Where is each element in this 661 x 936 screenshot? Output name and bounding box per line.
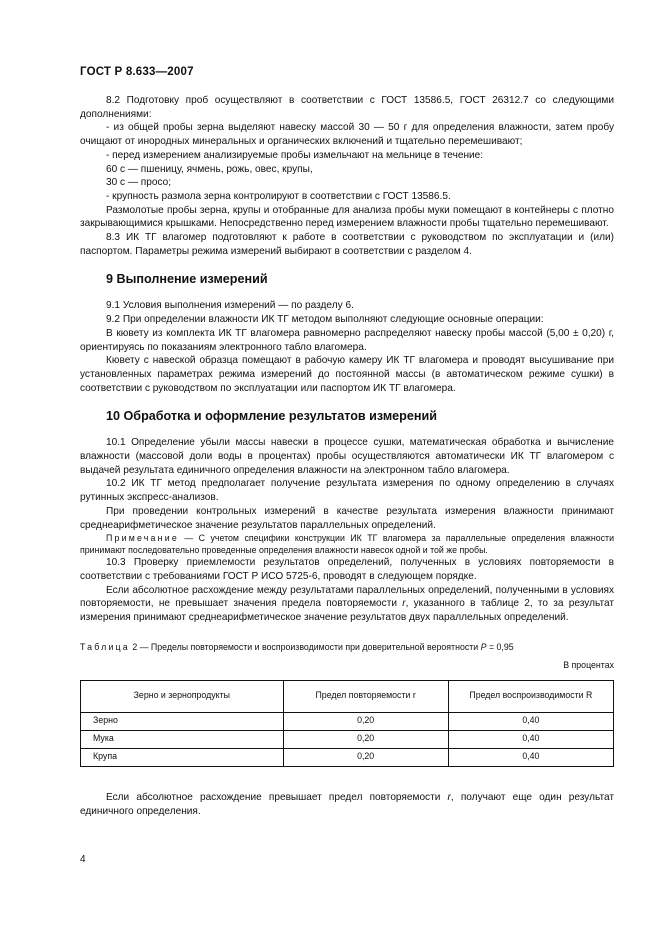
list-item: 60 с — пшеницу, ячмень, рожь, овес, крупы, — [106, 163, 313, 175]
final-paragraph: Если абсолютное расхождение превышает предел повторяемости r, получают еще один результат единичного определения. — [80, 791, 614, 817]
table-cell: 0,40 — [448, 712, 613, 730]
table-cell: 0,20 — [283, 748, 448, 766]
paragraph: Размолотые пробы зерна, крупы и отобранные для анализа пробы муки помещают в контейнеры с плотно закрывающимися крышками. Непосредственно перед измерением влажности пробы тщательно перемешивают. — [80, 204, 614, 230]
table-cell: Крупа — [81, 748, 284, 766]
paragraph-10-1: 10.1 Определение убыли массы навески в процессе сушки, математическая обработка и вычисление влажности (массовой доли воды в процентах) пробы осуществляются автоматически ИК ТГ влагомером с выдачей результата единичного определения влажности на электронном табло влагомера. — [80, 437, 614, 476]
table-row — [81, 712, 614, 730]
paragraph-9-1: 9.1 Условия выполнения измерений — по разделу 6. — [106, 300, 354, 312]
paragraph: Кювету с навеской образца помещают в рабочую камеру ИК ТГ влагомера и проводят высушивание при установленных параметрах режима измерений до постоянной массы (в автоматическом режиме сушки) в соответствии с руководством по эксплуатации или паспортом ИК ТГ влагомера. — [80, 355, 614, 394]
paragraph-10-2: 10.2 ИК ТГ метод предполагает получение результата измерения по одному определению в случаях рутинных экспресс-анализов. — [80, 478, 614, 504]
column-header: Предел воспроизводимости R — [448, 680, 613, 712]
table-cell: Мука — [81, 730, 284, 748]
table-header-row — [81, 680, 614, 712]
paragraph: При проведении контрольных измерений в качестве результата измерения влажности принимают среднеарифметическое значение результатов параллельных определений. — [80, 505, 614, 531]
table-cell: 0,20 — [283, 730, 448, 748]
section-10-heading: 10 Обработка и оформление результатов измерений — [106, 409, 437, 424]
page-number: 4 — [80, 854, 86, 865]
table-cell: Зерно — [81, 712, 284, 730]
table-row — [81, 730, 614, 748]
table-caption: Таблица 2 — Пределы повторяемости и воспроизводимости при доверительной вероятности P = 0,95 — [80, 641, 514, 652]
paragraph-9-2: 9.2 При определении влажности ИК ТГ методом выполняют следующие основные операции: — [106, 314, 544, 326]
list-item: - из общей пробы зерна выделяют навеску массой 30 — 50 г для определения влажности, затем пробу очищают от инородных минеральных и органических включений и тщательно перемешивают; — [80, 122, 614, 148]
table-cell: 0,40 — [448, 730, 613, 748]
list-item: - крупность размола зерна контролируют в соответствии с ГОСТ 13586.5. — [106, 190, 451, 202]
table-unit: В процентах — [563, 659, 614, 670]
note — [80, 532, 614, 556]
list-item: 30 с — просо; — [106, 177, 172, 189]
page-header: ГОСТ Р 8.633—2007 — [80, 66, 194, 78]
paragraph-8-3: 8.3 ИК ТГ влагомер подготовляют к работе в соответствии с руководством по эксплуатации и (или) паспортом. Параметры режима измерений выбирают в соответствии с разделом 4. — [80, 232, 614, 257]
list-item: - перед измерением анализируемые пробы измельчают на мельнице в течение: — [106, 149, 484, 161]
column-header: Зерно и зернопродукты — [81, 680, 284, 712]
table-row — [81, 748, 614, 766]
paragraph: Если абсолютное расхождение между результатами параллельных определений, полученными в условиях повторяемости, не превышает значения предела повторяемости r, указанного в таблице 2, то за результат измерения принимают среднеарифметическое значение результатов двух параллельных определений. — [80, 584, 614, 624]
section-9-heading: 9 Выполнение измерений — [106, 272, 268, 287]
limits-table — [80, 680, 614, 767]
table-cell: 0,20 — [283, 712, 448, 730]
note-text: — С учетом специфики конструкции ИК ТГ влагомера за параллельные определения влажности принимают последовательно проведенные определения влажности навесок одной и той же пробы. — [80, 533, 614, 556]
page-content — [80, 94, 614, 818]
column-header: Предел повторяемости r — [283, 680, 448, 712]
note-label: Примечание — [106, 533, 179, 544]
paragraph-10-3: 10.3 Проверку приемлемости результатов определений, полученных в условиях повторяемости в соответствии с требованиями ГОСТ Р ИСО 5725-6, проводят в следующем порядке. — [80, 557, 614, 582]
table-cell: 0,40 — [448, 748, 613, 766]
paragraph: В кювету из комплекта ИК ТГ влагомера равномерно распределяют навеску пробы массой (5,00 ± 0,20) г, ориентируясь по показаниям электронного табло влагомера. — [80, 327, 614, 353]
paragraph-8-2: 8.2 Подготовку проб осуществляют в соответствии с ГОСТ 13586.5, ГОСТ 26312.7 со следующими дополнениями: — [80, 95, 614, 120]
